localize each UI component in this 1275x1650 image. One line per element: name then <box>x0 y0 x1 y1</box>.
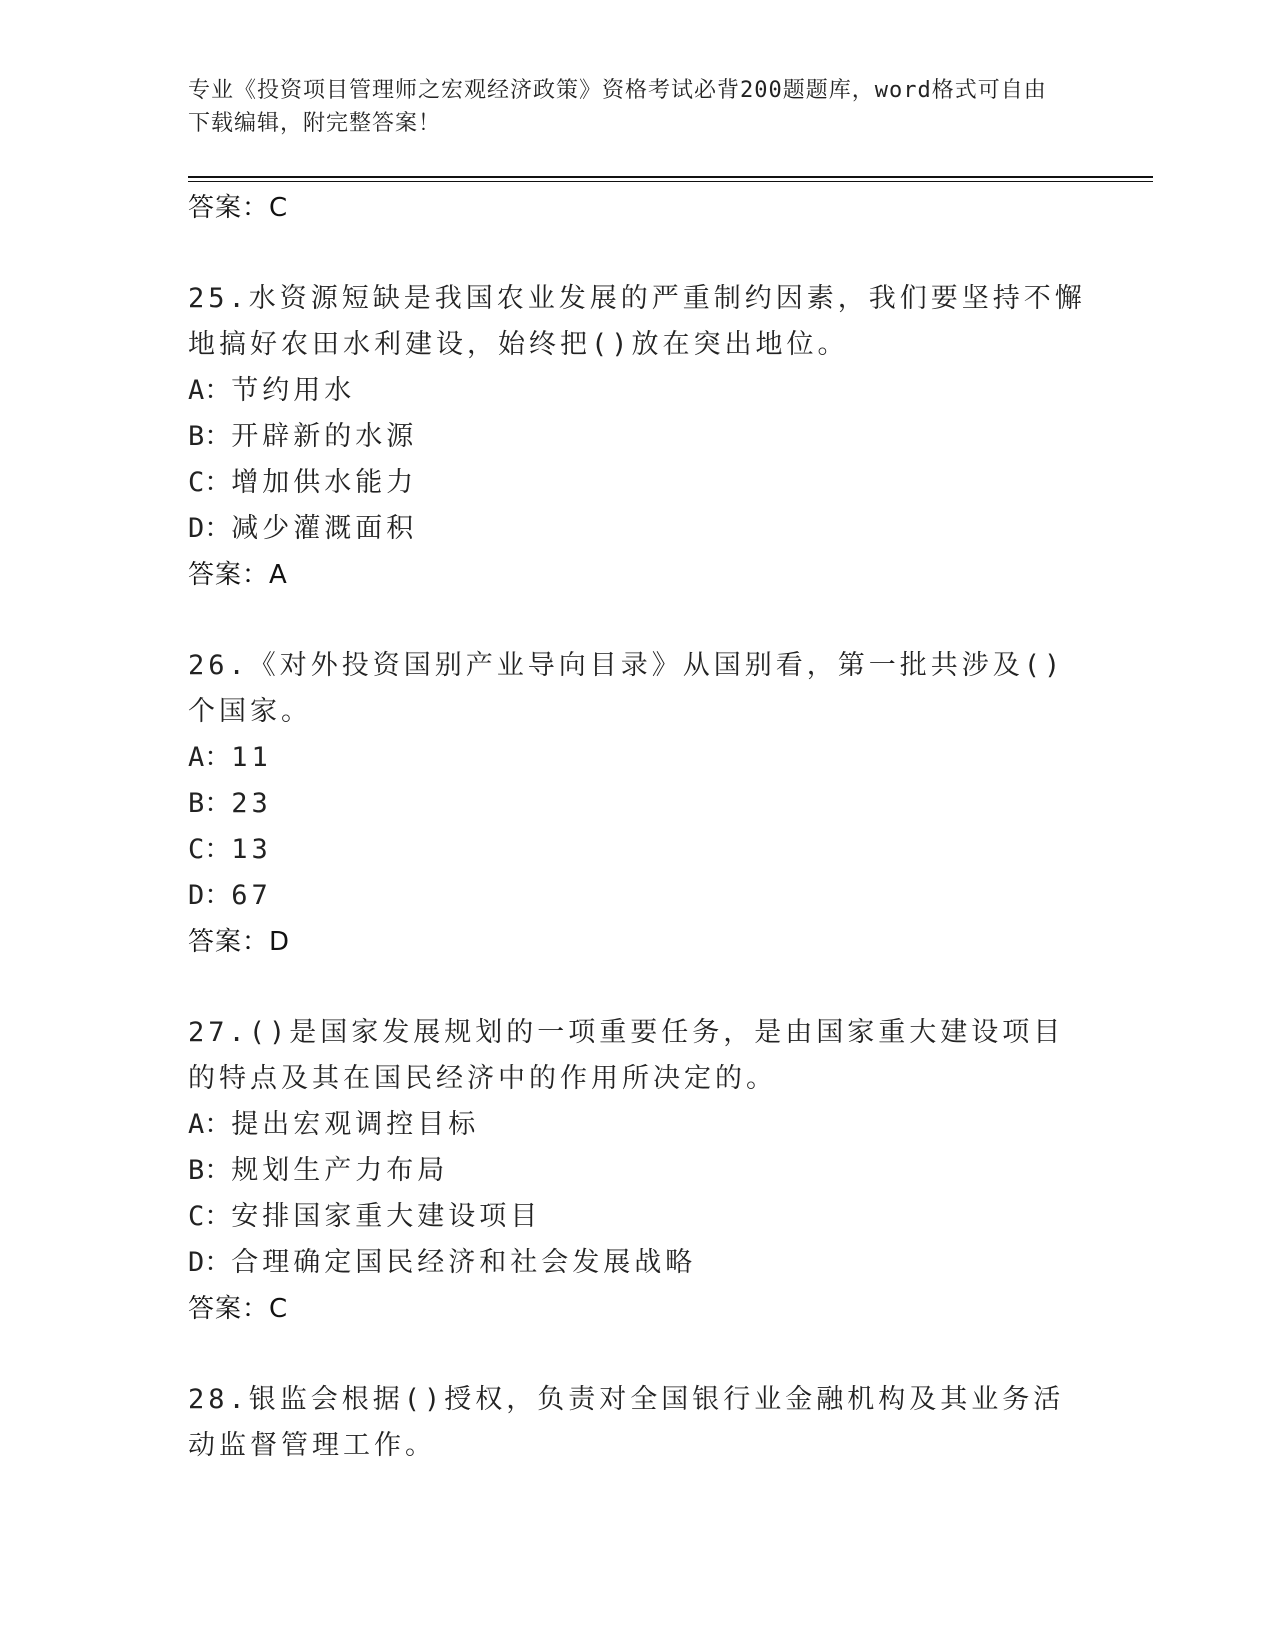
header-divider-thick <box>188 176 1153 178</box>
question-text: 25.水资源短缺是我国农业发展的严重制约因素，我们要坚持不懈地搞好农田水利建设，始终把()放在突出地位。 <box>188 283 1086 360</box>
option-key: D： <box>188 1247 232 1278</box>
option-d <box>188 506 1088 552</box>
question-28 <box>188 1377 1088 1469</box>
option-key: C： <box>188 834 232 865</box>
option-a <box>188 368 1088 414</box>
question-25 <box>188 276 1088 598</box>
option-text: 减少灌溉面积 <box>231 513 418 544</box>
option-key: A： <box>188 742 232 773</box>
answer-line: 答案：A <box>188 560 288 590</box>
option-key: C： <box>188 1201 232 1232</box>
question-26 <box>188 643 1088 965</box>
option-c <box>188 827 1088 873</box>
option-a <box>188 735 1088 781</box>
option-key: B： <box>188 788 232 819</box>
option-text: 安排国家重大建设项目 <box>231 1201 542 1232</box>
option-c <box>188 460 1088 506</box>
option-text: 13 <box>231 834 272 865</box>
option-b <box>188 781 1088 827</box>
option-key: B： <box>188 421 232 452</box>
answer-line: 答案：C <box>188 1294 289 1324</box>
question-list <box>188 185 1088 1469</box>
question-text: 26.《对外投资国别产业导向目录》从国别看，第一批共涉及()个国家。 <box>188 650 1065 727</box>
answer-line: 答案：C <box>188 193 289 223</box>
option-c <box>188 1194 1088 1240</box>
question-text: 27.()是国家发展规划的一项重要任务，是由国家重大建设项目的特点及其在国民经济中的作用所决定的。 <box>188 1017 1065 1094</box>
option-text: 增加供水能力 <box>231 467 418 498</box>
option-text: 节约用水 <box>231 375 356 406</box>
option-text: 11 <box>231 742 272 773</box>
option-text: 67 <box>231 880 272 911</box>
option-text: 合理确定国民经济和社会发展战略 <box>231 1247 697 1278</box>
option-key: A： <box>188 1109 232 1140</box>
answer-line: 答案：D <box>188 927 291 957</box>
option-key: D： <box>188 513 232 544</box>
header-divider-thin <box>188 181 1153 182</box>
option-text: 23 <box>231 788 272 819</box>
option-b <box>188 1148 1088 1194</box>
option-text: 开辟新的水源 <box>231 421 418 452</box>
option-d <box>188 1240 1088 1286</box>
option-key: C： <box>188 467 232 498</box>
option-key: A： <box>188 375 232 406</box>
option-b <box>188 414 1088 460</box>
option-key: B： <box>188 1155 232 1186</box>
option-text: 规划生产力布局 <box>231 1155 449 1186</box>
option-key: D： <box>188 880 232 911</box>
option-text: 提出宏观调控目标 <box>231 1109 480 1140</box>
question-text: 28.银监会根据()授权，负责对全国银行业金融机构及其业务活动监督管理工作。 <box>188 1384 1065 1461</box>
option-d <box>188 873 1088 919</box>
option-a <box>188 1102 1088 1148</box>
document-header: 专业《投资项目管理师之宏观经济政策》资格考试必背200题题库，word格式可自由下载编辑，附完整答案！ <box>188 78 1047 136</box>
question-27 <box>188 1010 1088 1332</box>
